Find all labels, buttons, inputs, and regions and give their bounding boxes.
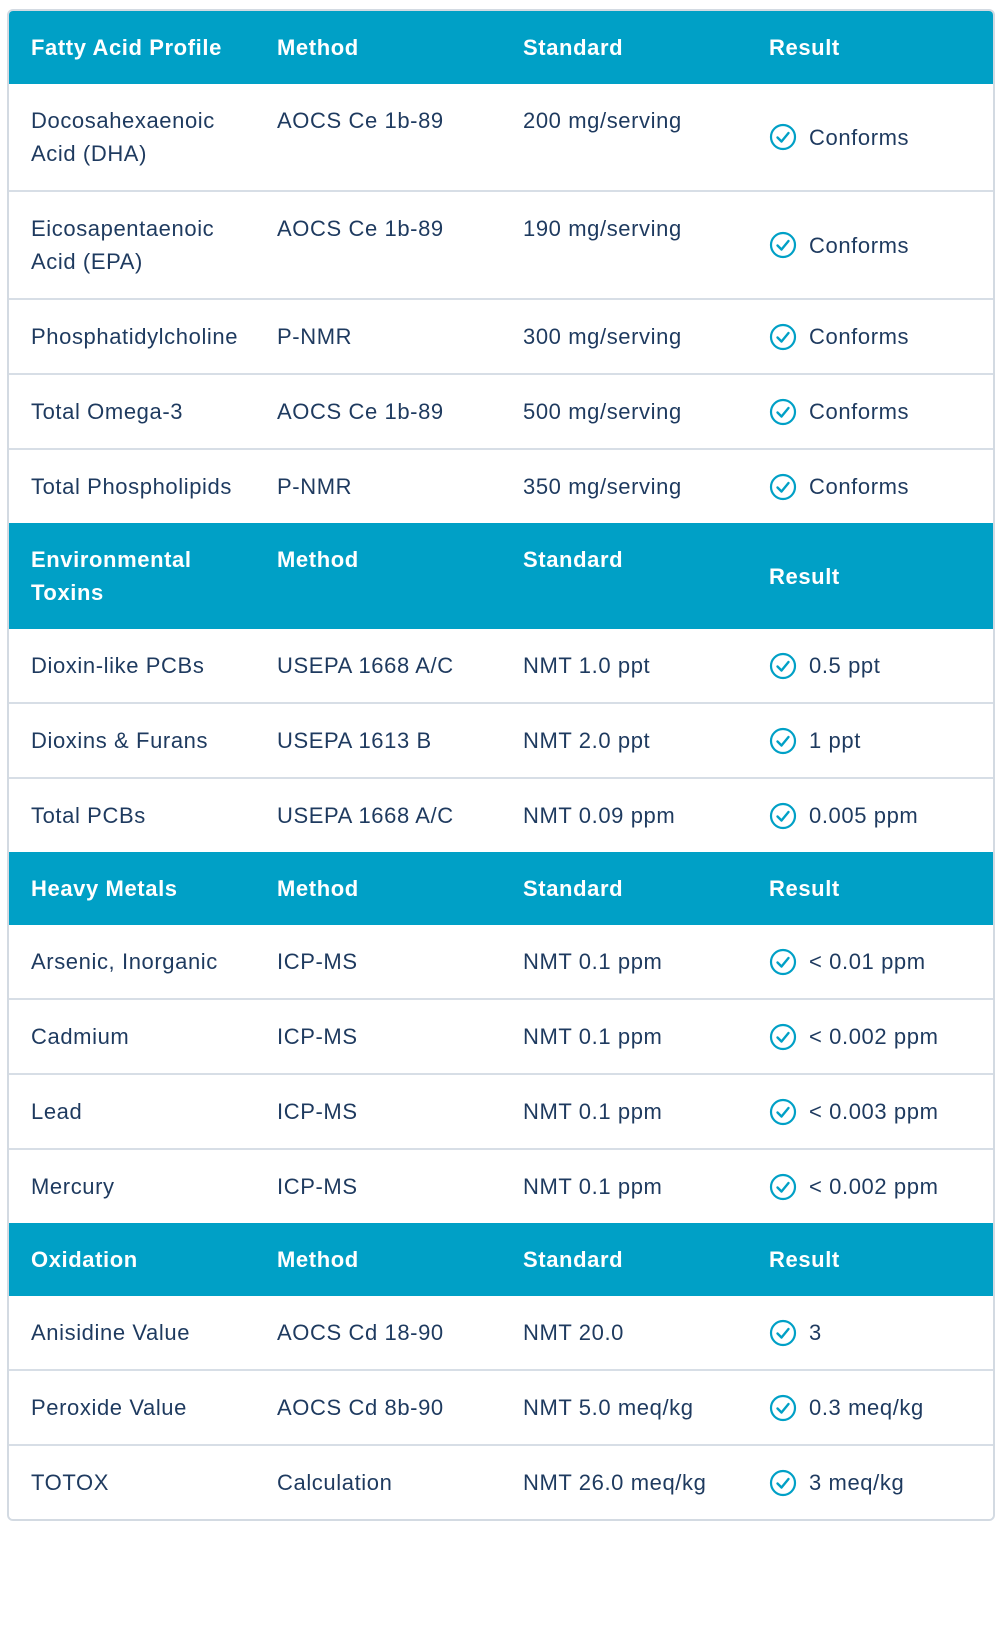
test-method: Calculation [277,1470,393,1495]
result-cell [747,704,993,777]
check-circle-icon [769,1023,797,1051]
test-method: ICP-MS [277,949,358,974]
result-cell [747,1000,993,1073]
category-heading: Environmental Toxins [31,547,192,605]
result-value: Conforms [809,399,910,424]
analyte-name: TOTOX [31,1470,109,1495]
check-circle-icon [769,1173,797,1201]
result-value: 3 meq/kg [809,1470,905,1495]
test-method: AOCS Ce 1b-89 [277,216,444,241]
test-method: USEPA 1613 B [277,728,432,753]
test-method: AOCS Cd 8b-90 [277,1395,444,1420]
result-value: < 0.01 ppm [809,949,926,974]
check-circle-icon [769,802,797,830]
category-heading: Heavy Metals [31,876,178,901]
analyte-name: Dioxin-like PCBs [31,653,205,678]
analyte-name: Docosahexaenoic Acid (DHA) [31,108,215,166]
check-circle-icon [769,727,797,755]
check-circle-icon [769,652,797,680]
result-cell [747,1371,993,1444]
check-circle-icon [769,1098,797,1126]
test-method: ICP-MS [277,1024,358,1049]
result-cell [747,629,993,702]
table-row [9,448,993,523]
result-value: 0.5 ppt [809,653,881,678]
method-heading: Method [277,35,359,60]
analyte-name: Total Phospholipids [31,474,232,499]
result-value: Conforms [809,124,910,150]
test-method: AOCS Ce 1b-89 [277,108,444,133]
test-results-table [7,9,995,1521]
standard-value: 300 mg/serving [523,324,682,349]
table-row [9,1073,993,1148]
standard-value: NMT 0.1 ppm [523,949,663,974]
test-method: P-NMR [277,474,353,499]
analyte-name: Cadmium [31,1024,130,1049]
standard-value: 190 mg/serving [523,216,682,241]
analyte-name: Eicosapentaenoic Acid (EPA) [31,216,215,274]
table-row [9,998,993,1073]
test-method: ICP-MS [277,1174,358,1199]
result-value: 3 [809,1320,822,1345]
method-heading: Method [277,1247,359,1272]
method-heading: Method [277,876,359,901]
result-value: < 0.003 ppm [809,1099,939,1124]
table-row [9,1369,993,1444]
analyte-name: Arsenic, Inorganic [31,949,218,974]
analyte-name: Dioxins & Furans [31,728,209,753]
table-row [9,1296,993,1369]
result-value: < 0.002 ppm [809,1024,939,1049]
result-cell [747,779,993,852]
standard-heading: Standard [523,876,624,901]
result-cell [747,1075,993,1148]
result-cell [747,1296,993,1369]
table-row [9,702,993,777]
standard-heading: Standard [523,547,624,572]
test-method: P-NMR [277,324,353,349]
standard-value: 350 mg/serving [523,474,682,499]
table-row [9,190,993,298]
check-circle-icon [769,1394,797,1422]
standard-value: NMT 0.09 ppm [523,803,676,828]
check-circle-icon [769,323,797,351]
result-cell [747,375,993,448]
section-header [9,852,993,925]
section-header [9,11,993,84]
category-heading: Oxidation [31,1247,138,1272]
table-row [9,1148,993,1223]
result-value: Conforms [809,324,910,349]
table-row [9,629,993,702]
table-row [9,777,993,852]
result-cell [747,1446,993,1519]
table-row [9,298,993,373]
check-circle-icon [769,473,797,501]
result-value: 0.005 ppm [809,803,919,828]
standard-heading: Standard [523,35,624,60]
analyte-name: Lead [31,1099,83,1124]
section-header [9,1223,993,1296]
standard-value: NMT 0.1 ppm [523,1024,663,1049]
standard-heading: Standard [523,1247,624,1272]
result-heading: Result [769,1247,840,1272]
standard-value: NMT 26.0 meq/kg [523,1470,707,1495]
result-value: 1 ppt [809,728,861,753]
result-value: 0.3 meq/kg [809,1395,924,1420]
result-value: Conforms [809,232,910,258]
test-method: USEPA 1668 A/C [277,653,454,678]
result-heading: Result [769,563,840,589]
analyte-name: Total PCBs [31,803,146,828]
result-cell [747,192,993,298]
check-circle-icon [769,398,797,426]
analyte-name: Phosphatidylcholine [31,324,239,349]
result-cell [747,1150,993,1223]
test-method: AOCS Cd 18-90 [277,1320,444,1345]
standard-value: 200 mg/serving [523,108,682,133]
category-heading: Fatty Acid Profile [31,35,222,60]
standard-value: NMT 0.1 ppm [523,1174,663,1199]
check-circle-icon [769,231,797,259]
table-row [9,84,993,190]
result-heading: Result [769,35,840,60]
check-circle-icon [769,123,797,151]
test-method: USEPA 1668 A/C [277,803,454,828]
table-row [9,925,993,998]
standard-value: NMT 2.0 ppt [523,728,651,753]
standard-value: NMT 5.0 meq/kg [523,1395,694,1420]
table-row [9,373,993,448]
standard-value: NMT 1.0 ppt [523,653,651,678]
method-heading: Method [277,547,359,572]
analyte-name: Peroxide Value [31,1395,187,1420]
analyte-name: Total Omega-3 [31,399,184,424]
result-cell [747,450,993,523]
result-cell [747,300,993,373]
check-circle-icon [769,1319,797,1347]
result-cell [747,925,993,998]
standard-value: 500 mg/serving [523,399,682,424]
check-circle-icon [769,1469,797,1497]
result-value: < 0.002 ppm [809,1174,939,1199]
test-method: AOCS Ce 1b-89 [277,399,444,424]
result-heading: Result [769,876,840,901]
result-value: Conforms [809,474,910,499]
test-method: ICP-MS [277,1099,358,1124]
section-header [9,523,993,629]
standard-value: NMT 20.0 [523,1320,624,1345]
check-circle-icon [769,948,797,976]
result-cell [747,84,993,190]
standard-value: NMT 0.1 ppm [523,1099,663,1124]
analyte-name: Mercury [31,1174,115,1199]
analyte-name: Anisidine Value [31,1320,191,1345]
table-row [9,1444,993,1519]
